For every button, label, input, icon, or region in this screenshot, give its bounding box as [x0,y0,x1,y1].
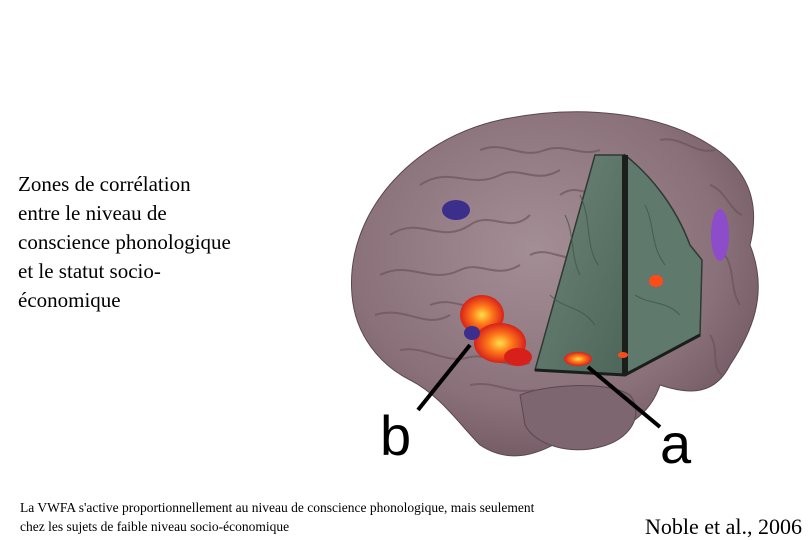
hotspot-small-2 [618,352,628,358]
footnote-line-2: chez les sujets de faible niveau socio-économique [20,519,290,534]
caption-line-3: conscience phonologique [18,230,231,254]
footnote-line-1: La VWFA s'active proportionnellement au niveau de conscience phonologique, mais seulement [20,500,535,515]
caption-line-4: et le statut socio- [18,259,161,283]
purple-blob-right [711,209,729,261]
footnote [20,498,640,536]
caption-line-1: Zones de corrélation [18,172,191,196]
caption [18,170,318,315]
caption-line-2: entre le niveau de [18,201,167,225]
brain-figure [330,95,810,495]
blue-blob-top [442,200,470,220]
brain-illustration [330,95,810,495]
hotspot-small [649,275,663,287]
label-b: b [380,404,412,467]
caption-line-5: économique [18,288,121,312]
hotspot-a [564,352,592,366]
label-a: a [660,412,692,475]
citation: Noble et al., 2006 [644,514,802,539]
